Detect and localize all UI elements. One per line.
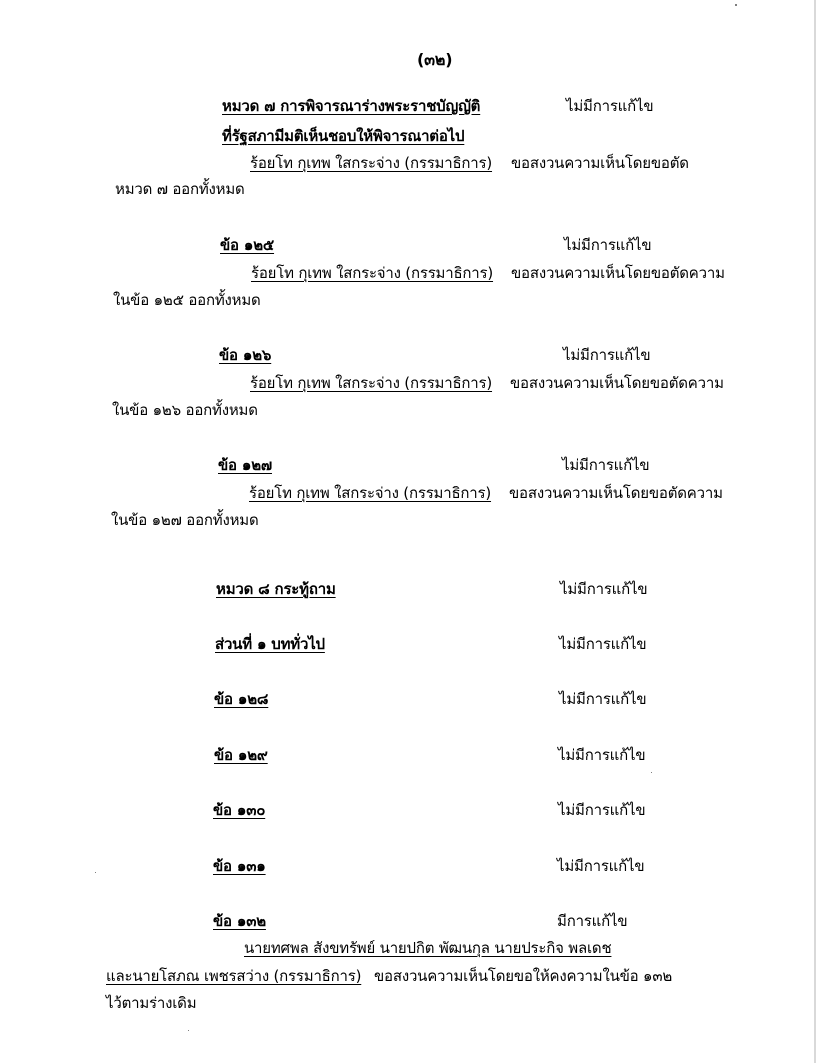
section-130-status: ไม่มีการแก้ไข — [558, 801, 646, 819]
chapter-7-status: ไม่มีการแก้ไข — [566, 97, 654, 115]
page-number: (๓๒) — [417, 50, 453, 69]
section-131-status: ไม่มีการแก้ไข — [557, 857, 645, 875]
section-132-dissenters-line2: และนายโสภณ เพชรสว่าง (กรรมาธิการ) — [106, 967, 362, 985]
section-126-status: ไม่มีการแก้ไข — [563, 346, 651, 364]
section-132-opinion: ขอสงวนความเห็นโดยขอให้คงความในข้อ ๑๓๒ — [374, 967, 673, 985]
section-130-title: ข้อ ๑๓๐ — [213, 801, 266, 819]
chapter-8-part-1-title: ส่วนที่ ๑ บททั่วไป — [215, 635, 325, 653]
chapter-7-opinion: ขอสงวนความเห็นโดยขอตัด — [511, 154, 689, 172]
scan-speck — [188, 1030, 189, 1031]
chapter-7-title-line2: ที่รัฐสภามีมติเห็นชอบให้พิจารณาต่อไป — [222, 127, 465, 145]
section-127-title: ข้อ ๑๒๗ — [218, 456, 272, 474]
section-126-title: ข้อ ๑๒๖ — [219, 346, 272, 364]
chapter-7-opinion-cont: หมวด ๗ ออกทั้งหมด — [115, 180, 245, 198]
section-131-title: ข้อ ๑๓๑ — [213, 857, 266, 875]
section-126-opinion: ขอสงวนความเห็นโดยขอตัดความ — [510, 374, 724, 392]
scan-speck — [735, 4, 737, 6]
section-129-status: ไม่มีการแก้ไข — [558, 746, 646, 764]
section-127-opinion-cont: ในข้อ ๑๒๗ ออกทั้งหมด — [111, 511, 259, 529]
scan-speck — [95, 872, 96, 873]
section-127-dissenter: ร้อยโท กุเทพ ใสกระจ่าง (กรรมาธิการ) — [249, 484, 492, 502]
chapter-7-title-line1: หมวด ๗ การพิจารณาร่างพระราชบัญญัติ — [222, 97, 481, 115]
section-132-dissenters-line1: นายทศพล สังขทรัพย์ นายปกิต พัฒนกุล นายประกิจ พลเดช — [244, 939, 612, 957]
section-127-opinion: ขอสงวนความเห็นโดยขอตัดความ — [509, 484, 723, 502]
section-128-title: ข้อ ๑๒๘ — [214, 690, 269, 708]
section-125-title: ข้อ ๑๒๕ — [220, 236, 275, 254]
section-129-title: ข้อ ๑๒๙ — [214, 746, 268, 764]
section-132-opinion-cont: ไว้ตามร่างเดิม — [106, 994, 197, 1012]
section-125-opinion: ขอสงวนความเห็นโดยขอตัดความ — [511, 264, 725, 282]
section-128-status: ไม่มีการแก้ไข — [559, 690, 647, 708]
section-127-status: ไม่มีการแก้ไข — [562, 456, 650, 474]
section-125-dissenter: ร้อยโท กุเทพ ใสกระจ่าง (กรรมาธิการ) — [251, 264, 494, 282]
chapter-7-dissenter: ร้อยโท กุเทพ ใสกระจ่าง (กรรมาธิการ) — [250, 154, 493, 172]
section-125-status: ไม่มีการแก้ไข — [564, 236, 652, 254]
section-125-opinion-cont: ในข้อ ๑๒๕ ออกทั้งหมด — [113, 291, 261, 309]
section-126-dissenter: ร้อยโท กุเทพ ใสกระจ่าง (กรรมาธิการ) — [250, 374, 493, 392]
chapter-8-title: หมวด ๘ กระทู้ถาม — [216, 580, 336, 598]
section-132-status: มีการแก้ไข — [557, 912, 628, 930]
section-132-title: ข้อ ๑๓๒ — [213, 912, 266, 930]
section-126-opinion-cont: ในข้อ ๑๒๖ ออกทั้งหมด — [112, 401, 258, 419]
chapter-8-status: ไม่มีการแก้ไข — [560, 580, 648, 598]
chapter-8-part-1-status: ไม่มีการแก้ไข — [559, 635, 647, 653]
scan-speck — [651, 772, 652, 773]
